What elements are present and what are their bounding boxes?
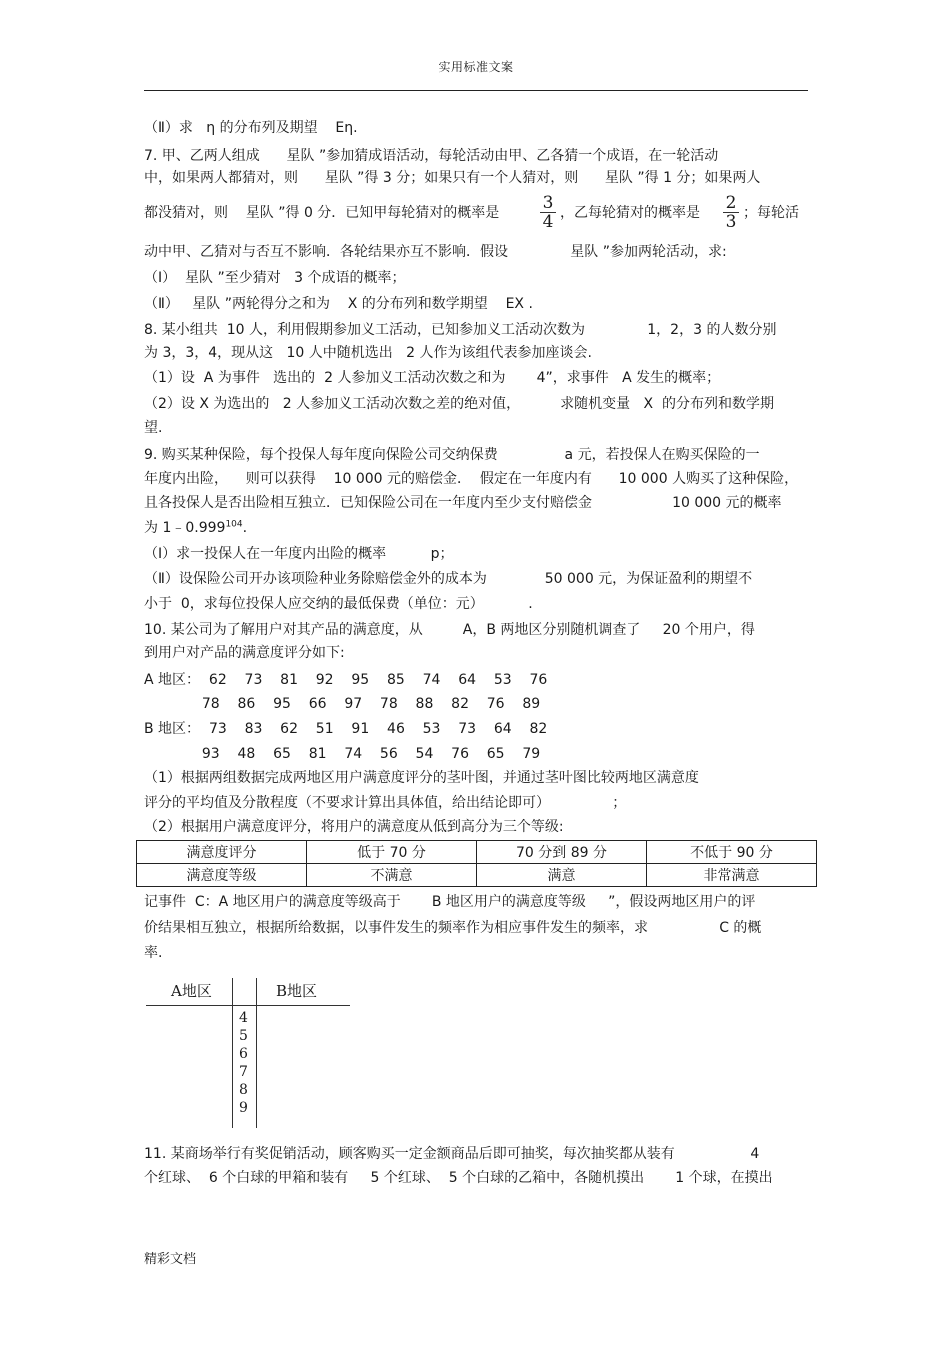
page-header: 实用标准文案 [438,60,514,74]
stem-digit: 8 [239,1082,248,1098]
text-line: 价结果相互独立，根据所给数据，以事件发生的频率作为相应事件发生的频率，求 C 的概 [144,920,762,936]
data-row-b1: B 地区： 73 83 62 51 91 46 53 73 64 82 [144,721,548,737]
fraction-denominator: 4 [542,212,554,232]
stem-leaf-plot [146,978,356,1128]
text-line: ，乙每轮猜对的概率是 [560,205,700,221]
text-line: 且各投保人是否出险相互独立．已知保险公司在一年度内至少支付赔偿金 10 000 元的概率 [144,495,782,511]
page-footer: 精彩文档 [144,1252,197,1267]
table-cell: 70 分到 89 分 [477,841,647,864]
problem-11-line: 11. 某商场举行有奖促销活动，顾客购买一定金额商品后即可抽奖，每次抽奖都从装有 4 [144,1146,760,1162]
stem-leaf-left-header: A地区 [171,982,212,1000]
text-line: 年度内出险， 则可以获得 10 000 元的赔偿金． 假定在一年度内有 10 000 人购买了这种保险， [144,471,799,487]
stem-leaf-left-rule [232,978,233,1128]
text-line: 都没猜对，则 星队 ”得 0 分．已知甲每轮猜对的概率是 [144,205,500,221]
table-cell: 满意度评分 [137,841,307,864]
text-fragment: 为 1﹣0.999 [144,520,226,536]
stem-leaf-right-rule [256,978,257,1128]
table-cell: 不满意 [307,864,477,887]
stem-digit: 7 [239,1064,248,1080]
text-line: 动中甲、乙猜对与否互不影响．各轮结果亦互不影响．假设 星队 ”参加两轮活动，求: [144,244,727,260]
table-cell: 不低于 90 分 [647,841,817,864]
text-line: 望. [144,420,163,436]
stem-leaf-header-rule [146,1005,350,1006]
fraction-numerator: 3 [542,193,554,213]
fraction-numerator: 2 [725,193,737,213]
text-fragment: . [242,520,248,536]
table-cell: 满意 [477,864,647,887]
data-row-a1: A 地区： 62 73 81 92 95 85 74 64 53 76 [144,672,548,688]
text-line: （Ⅱ）求 η 的分布列及期望 Eη. [144,120,358,136]
text-line: 到用户对产品的满意度评分如下: [144,645,345,661]
text-line: （1）设 A 为事件 选出的 2 人参加义工活动次数之和为 4”，求事件 A 发生的概率； [144,370,721,386]
problem-7-line: 7. 甲、乙两人组成 星队 ”参加猜成语活动，每轮活动由甲、乙各猜一个成语，在一轮活动 [144,148,719,164]
problem-10-line: 10. 某公司为了解用户对其产品的满意度，从 A，B 两地区分别随机调查了 20 个用户，得 [144,622,755,638]
text-line: ；每轮活 [743,205,799,221]
table-row [137,864,817,887]
fraction-denominator: 3 [725,212,737,232]
data-row-a2: 78 86 95 66 97 78 88 82 76 89 [144,696,541,712]
data-row-b2: 93 48 65 81 74 56 54 76 65 79 [144,746,541,762]
table-cell: 满意度等级 [137,864,307,887]
fraction-2-3 [723,193,739,232]
text-line: （Ⅰ）求一投保人在一年度内出险的概率 p； [144,546,454,562]
exponent: 104 [225,519,243,530]
text-line: 评分的平均值及分散程度（不要求计算出具体值，给出结论即可） ； [144,795,627,811]
text-line: （Ⅱ）设保险公司开办该项险种业务除赔偿金外的成本为 50 000 元，为保证盈利的期望不 [144,571,753,587]
problem-8-line: 8. 某小组共 10 人，利用假期参加义工活动，已知参加义工活动次数为 1，2，3 的人数分别 [144,322,777,338]
text-line: （Ⅱ） 星队 ”两轮得分之和为 X 的分布列和数学期望 EX . [144,296,533,312]
table-cell: 低于 70 分 [307,841,477,864]
stem-digit: 9 [239,1100,248,1116]
text-line: （1）根据两组数据完成两地区用户满意度评分的茎叶图，并通过茎叶图比较两地区满意度 [144,770,699,786]
problem-9-line: 9. 购买某种保险，每个投保人每年度向保险公司交纳保费 a 元，若投保人在购买保险的一 [144,447,760,463]
text-line [144,518,247,538]
satisfaction-table [136,840,817,887]
text-line: 中，如果两人都猜对，则 星队 ”得 3 分；如果只有一个人猜对，则 星队 ”得 1 分；如果两人 [144,170,761,186]
table-cell: 非常满意 [647,864,817,887]
stem-digit: 4 [239,1010,248,1026]
text-line: （2）根据用户满意度评分，将用户的满意度从低到高分为三个等级: [144,819,564,835]
text-line: 率. [144,945,163,961]
stem-digit: 6 [239,1046,248,1062]
text-line: 记事件 C：A 地区用户的满意度等级高于 B 地区用户的满意度等级 ”，假设两地区用户的评 [144,894,756,910]
text-line: （2）设 X 为选出的 2 人参加义工活动次数之差的绝对值， 求随机变量 X 的分布列和数学期 [144,396,774,412]
text-line: 个红球、 6 个白球的甲箱和装有 5 个红球、 5 个白球的乙箱中，各随机摸出 1 个球，在摸出 [144,1170,773,1186]
stem-leaf-right-header: B地区 [276,982,318,1000]
text-line: 小于 0，求每位投保人应交纳的最低保费（单位：元） . [144,596,533,612]
stem-digit: 5 [239,1028,248,1044]
text-line: （Ⅰ） 星队 ”至少猜对 3 个成语的概率； [144,270,406,286]
fraction-3-4 [540,193,556,232]
text-line: 为 3，3，4，现从这 10 人中随机选出 2 人作为该组代表参加座谈会. [144,345,592,361]
table-row [137,841,817,864]
header-divider [144,90,808,91]
